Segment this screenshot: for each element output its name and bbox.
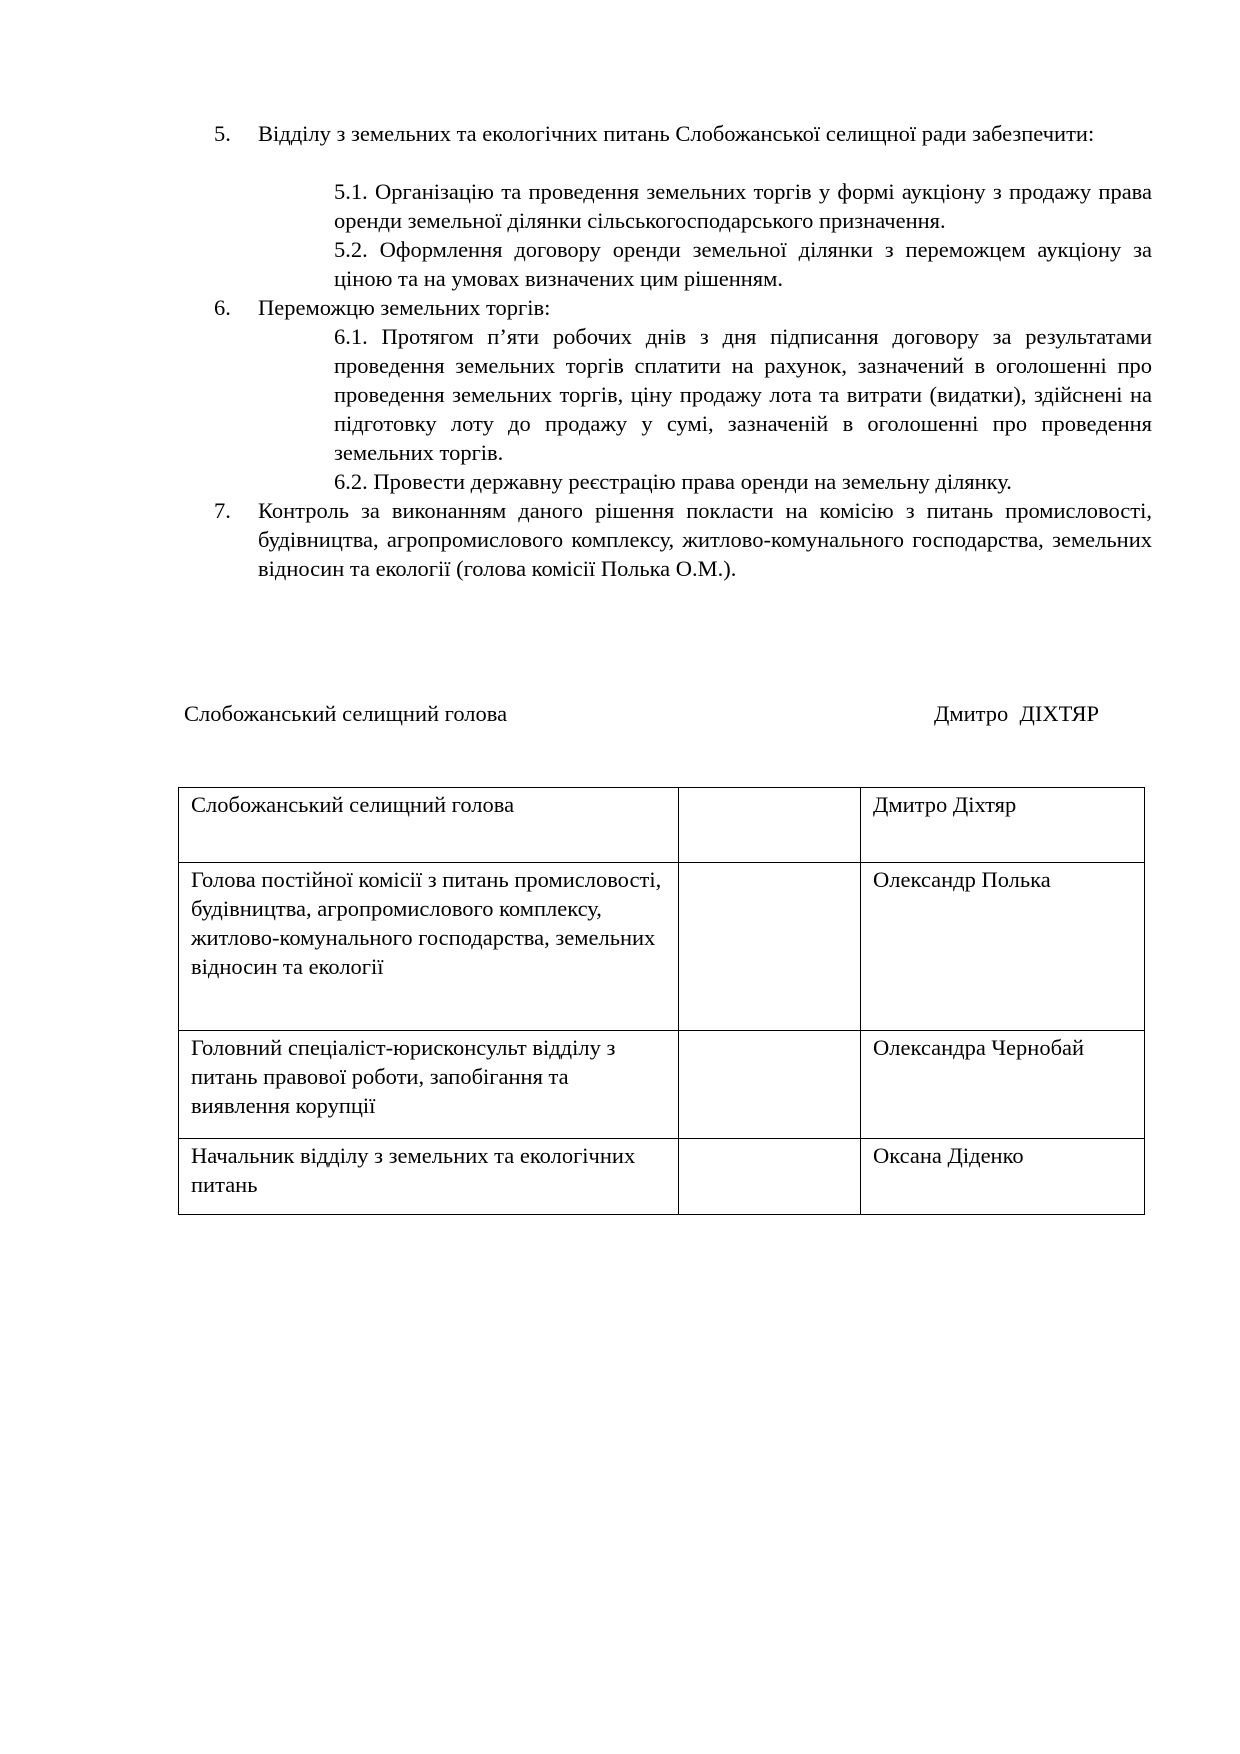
approval-position: Начальник відділу з земельних та екологічних питань: [179, 1139, 679, 1215]
approval-position: Слобожанський селищний голова: [179, 788, 679, 863]
approval-position: Голова постійної комісії з питань промисловості, будівництва, агропромислового комплексу, житлово-комунального господарства, земельних відносин та екології: [179, 863, 679, 1031]
table-row: [179, 863, 1145, 1031]
approval-name: Олександра Чернобай: [861, 1031, 1145, 1139]
subitem-6-2: 6.2. Провести державну реєстрацію права оренди на земельну ділянку.: [334, 469, 1012, 494]
list-item-7: [214, 496, 1152, 583]
subitem-5-1: 5.1. Організацію та проведення земельних торгів у формі аукціону з продажу права оренди земельної ділянки сільськогосподарського призначення.: [334, 179, 1152, 233]
approval-name: Олександр Полька: [861, 863, 1145, 1031]
approval-signature-cell: [679, 788, 861, 863]
approval-signature-cell: [679, 1031, 861, 1139]
list-item-number: 7.: [214, 498, 231, 523]
list-item-6: [214, 293, 1152, 322]
approvals-table: [178, 787, 1145, 1215]
table-row: [179, 1031, 1145, 1139]
list-item-number: 6.: [214, 295, 231, 320]
table-row: [179, 1139, 1145, 1215]
approval-name: Оксана Діденко: [861, 1139, 1145, 1215]
approval-name: Дмитро Діхтяр: [861, 788, 1145, 863]
approval-signature-cell: [679, 863, 861, 1031]
list-item-text: Переможцю земельних торгів:: [258, 295, 551, 320]
approval-position: Головний спеціаліст-юрисконсульт відділу з питань правової роботи, запобігання та виявлення корупції: [179, 1031, 679, 1139]
list-item-text: Контроль за виконанням даного рішення покласти на комісію з питань промисловості, будівництва, агропромислового комплексу, житлово-комунального господарства, земельних відносин та екології (голова комісії Полька О.М.).: [258, 498, 1152, 581]
approval-signature-cell: [679, 1139, 861, 1215]
list-item-5: [214, 119, 1152, 148]
list-item-number: 5.: [214, 121, 231, 146]
table-row: [179, 788, 1145, 863]
subitem-6-1: 6.1. Протягом п’яти робочих днів з дня підписання договору за результатами проведення земельних торгів сплатити на рахунок, зазначений в оголошенні про проведення земельних торгів, ціну продажу лота та витрати (видатки), здійснені на підготовку лоту до продажу у сумі, зазначеній в оголошенні про проведення земельних торгів.: [334, 324, 1152, 465]
subitem-5-2: 5.2. Оформлення договору оренди земельної ділянки з переможцем аукціону за ціною та на умовах визначених цим рішенням.: [334, 237, 1152, 291]
signature-position: Слобожанський селищний голова: [184, 701, 508, 726]
list-item-text: Відділу з земельних та екологічних питань Слобожанської селищної ради забезпечити:: [258, 121, 1095, 146]
signature-name: Дмитро ДІХТЯР: [934, 701, 1099, 726]
